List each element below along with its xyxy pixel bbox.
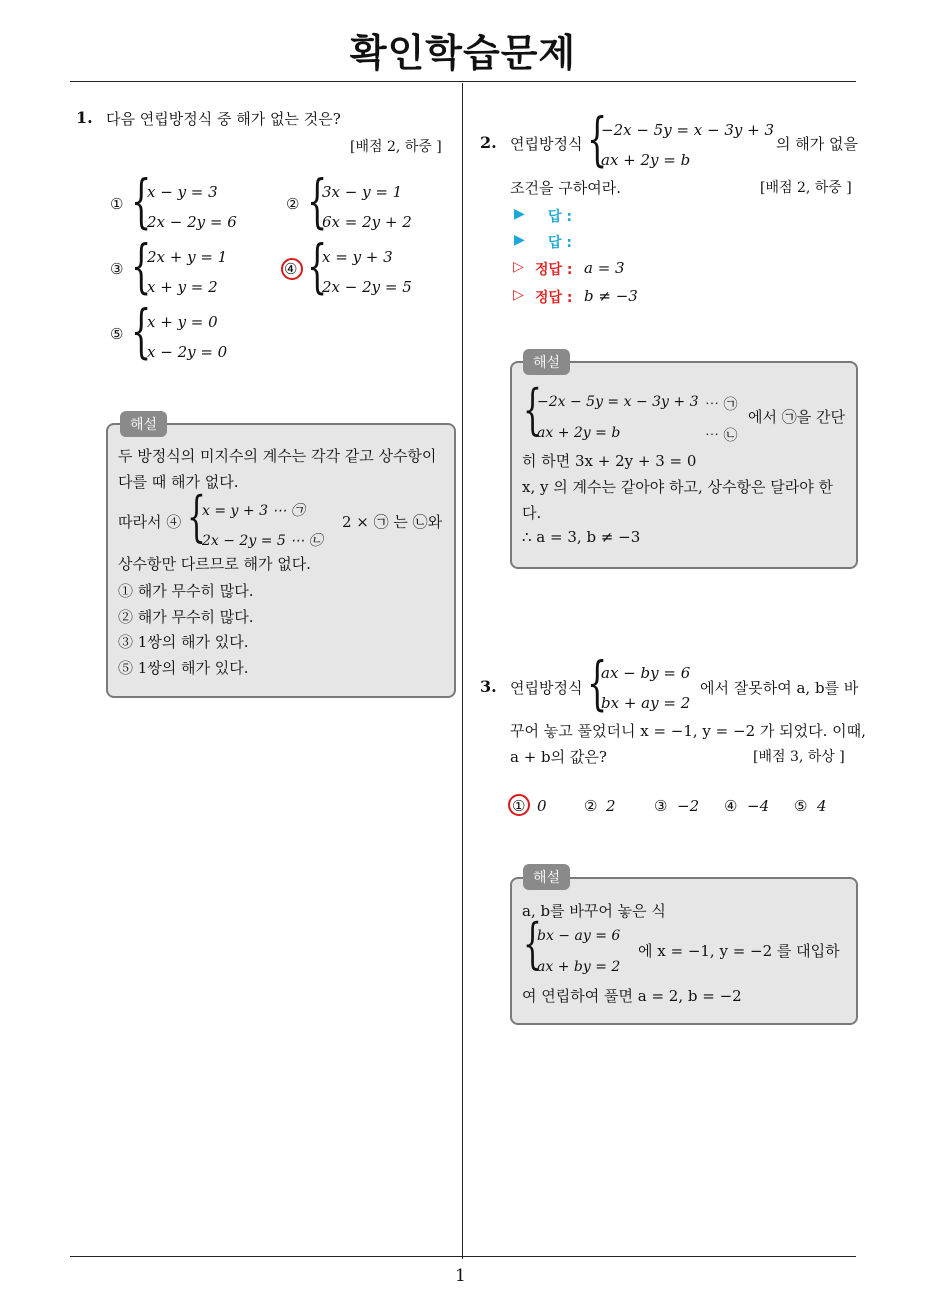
equation: x = y + 3 — [322, 248, 393, 266]
q2-number: 2. — [480, 133, 497, 152]
option-mark: ③ — [110, 260, 124, 278]
brace-icon: { — [523, 912, 542, 975]
brace-icon: { — [307, 232, 328, 300]
q3-text: 꾸어 놓고 풀었더니 x = −1, y = −2 가 되었다. 이때, — [510, 722, 866, 740]
option-mark: ⑤ — [110, 325, 124, 343]
equation: −2x − 5y = x − 3y + 3 — [537, 394, 699, 410]
column-divider — [462, 83, 463, 1259]
brace-icon: { — [523, 378, 542, 441]
equation: 2x − 2y = 5 — [322, 278, 412, 296]
option-mark: ① — [110, 195, 124, 213]
equation: 2x − 2y = 6 — [147, 213, 237, 231]
equation-tag: ⋯ ㉠ — [705, 397, 738, 413]
choice-value: −2 — [677, 797, 700, 815]
choice-mark: ① — [512, 797, 526, 815]
q3-text: a + b의 값은? — [510, 748, 607, 766]
page-number: 1 — [455, 1266, 466, 1286]
page-title: 확인학습문제 — [349, 31, 577, 75]
choice-mark: ④ — [724, 797, 738, 815]
explanation-line: 상수항만 다르므로 해가 없다. — [118, 555, 311, 573]
answer-label: 답 : — [548, 209, 572, 225]
top-rule — [70, 81, 856, 82]
option-mark: ④ — [284, 260, 298, 278]
choice-value: 4 — [817, 797, 827, 815]
q3-points: [배점 3, 하상 ] — [753, 749, 845, 765]
play-icon: ▶ — [514, 232, 525, 248]
explanation-line: ③ 1쌍의 해가 있다. — [118, 633, 249, 651]
explanation-line: 에 x = −1, y = −2 를 대입하 — [638, 942, 840, 960]
explanation-line: ① 해가 무수히 많다. — [118, 582, 254, 600]
explanation-line: 따라서 ④ — [118, 513, 182, 531]
choice-mark: ② — [584, 797, 598, 815]
equation: −2x − 5y = x − 3y + 3 — [601, 121, 775, 139]
equation-tag: ⋯ ㉡ — [705, 428, 738, 444]
q3-text: 연립방정식 — [510, 679, 583, 697]
choice-value: 2 — [606, 797, 616, 815]
explanation-line: ∴ a = 3, b ≠ −3 — [522, 528, 641, 546]
brace-icon: { — [131, 232, 152, 300]
explanation-line: 두 방정식의 미지수의 계수는 각각 같고 상수항이 — [118, 447, 437, 465]
explanation-line: 에서 ㉠을 간단 — [748, 408, 845, 426]
play-icon: ▶ — [514, 206, 525, 222]
brace-icon: { — [587, 105, 608, 173]
equation: 3x − y = 1 — [322, 183, 403, 201]
correct-label: 정답 : — [535, 290, 573, 306]
equation: ax + 2y = b — [601, 151, 691, 169]
equation: 2x − 2y = 5 ⋯ ㉡ — [202, 533, 323, 549]
equation: bx − ay = 6 — [537, 928, 621, 944]
equation: 2x + y = 1 — [147, 248, 228, 266]
explanation-line: 다. — [522, 504, 542, 522]
choice-mark: ③ — [654, 797, 668, 815]
explanation-line: 히 하면 3x + 2y + 3 = 0 — [522, 452, 697, 470]
q1-number: 1. — [76, 108, 93, 127]
option-mark: ② — [286, 195, 300, 213]
explanation-line: x, y 의 계수는 같아야 하고, 상수항은 달라야 한 — [522, 478, 833, 496]
q3-number: 3. — [480, 677, 497, 696]
choice-value: −4 — [747, 797, 770, 815]
equation: ax + 2y = b — [537, 425, 621, 441]
equation: x − y = 3 — [147, 183, 218, 201]
correct-value: b ≠ −3 — [584, 287, 638, 305]
explanation-tag: 해설 — [120, 411, 167, 437]
equation: bx + ay = 2 — [601, 694, 691, 712]
equation: x + y = 2 — [147, 278, 218, 296]
brace-icon: { — [131, 297, 152, 365]
explanation-line: ⑤ 1쌍의 해가 있다. — [118, 659, 249, 677]
q2-text: 조건을 구하여라. — [510, 179, 621, 197]
explanation-tag: 해설 — [523, 349, 570, 375]
choice-value: 0 — [537, 797, 547, 815]
q2-text: 의 해가 없을 — [776, 135, 858, 153]
q3-text: 에서 잘못하여 a, b를 바 — [700, 679, 859, 697]
play-outline-icon: ▷ — [513, 287, 524, 303]
correct-label: 정답 : — [535, 262, 573, 278]
explanation-line: ② 해가 무수히 많다. — [118, 608, 254, 626]
q2-points: [배점 2, 하중 ] — [760, 180, 852, 196]
q1-points: [배점 2, 하중 ] — [350, 139, 442, 155]
answer-label: 답 : — [548, 235, 572, 251]
equation: 6x = 2y + 2 — [322, 213, 412, 231]
explanation-line: 2 × ㉠ 는 ㉡와 — [342, 513, 443, 531]
explanation-tag: 해설 — [523, 864, 570, 890]
explanation-line: 다를 때 해가 없다. — [118, 473, 239, 491]
brace-icon: { — [307, 167, 328, 235]
equation: x = y + 3 ⋯ ㉠ — [202, 503, 305, 519]
explanation-line: 여 연립하여 풀면 a = 2, b = −2 — [522, 987, 742, 1005]
choice-mark: ⑤ — [794, 797, 808, 815]
play-outline-icon: ▷ — [513, 259, 524, 275]
correct-value: a = 3 — [584, 259, 625, 277]
equation: x − 2y = 0 — [147, 343, 228, 361]
equation: x + y = 0 — [147, 313, 218, 331]
equation: ax + by = 2 — [537, 959, 621, 975]
brace-icon: { — [187, 485, 206, 548]
brace-icon: { — [131, 167, 152, 235]
brace-icon: { — [587, 649, 608, 717]
bottom-rule — [70, 1256, 856, 1257]
q1-text: 다음 연립방정식 중 해가 없는 것은? — [106, 110, 341, 128]
explanation-line: a, b를 바꾸어 놓은 식 — [522, 902, 666, 920]
q2-text: 연립방정식 — [510, 135, 583, 153]
equation: ax − by = 6 — [601, 664, 691, 682]
